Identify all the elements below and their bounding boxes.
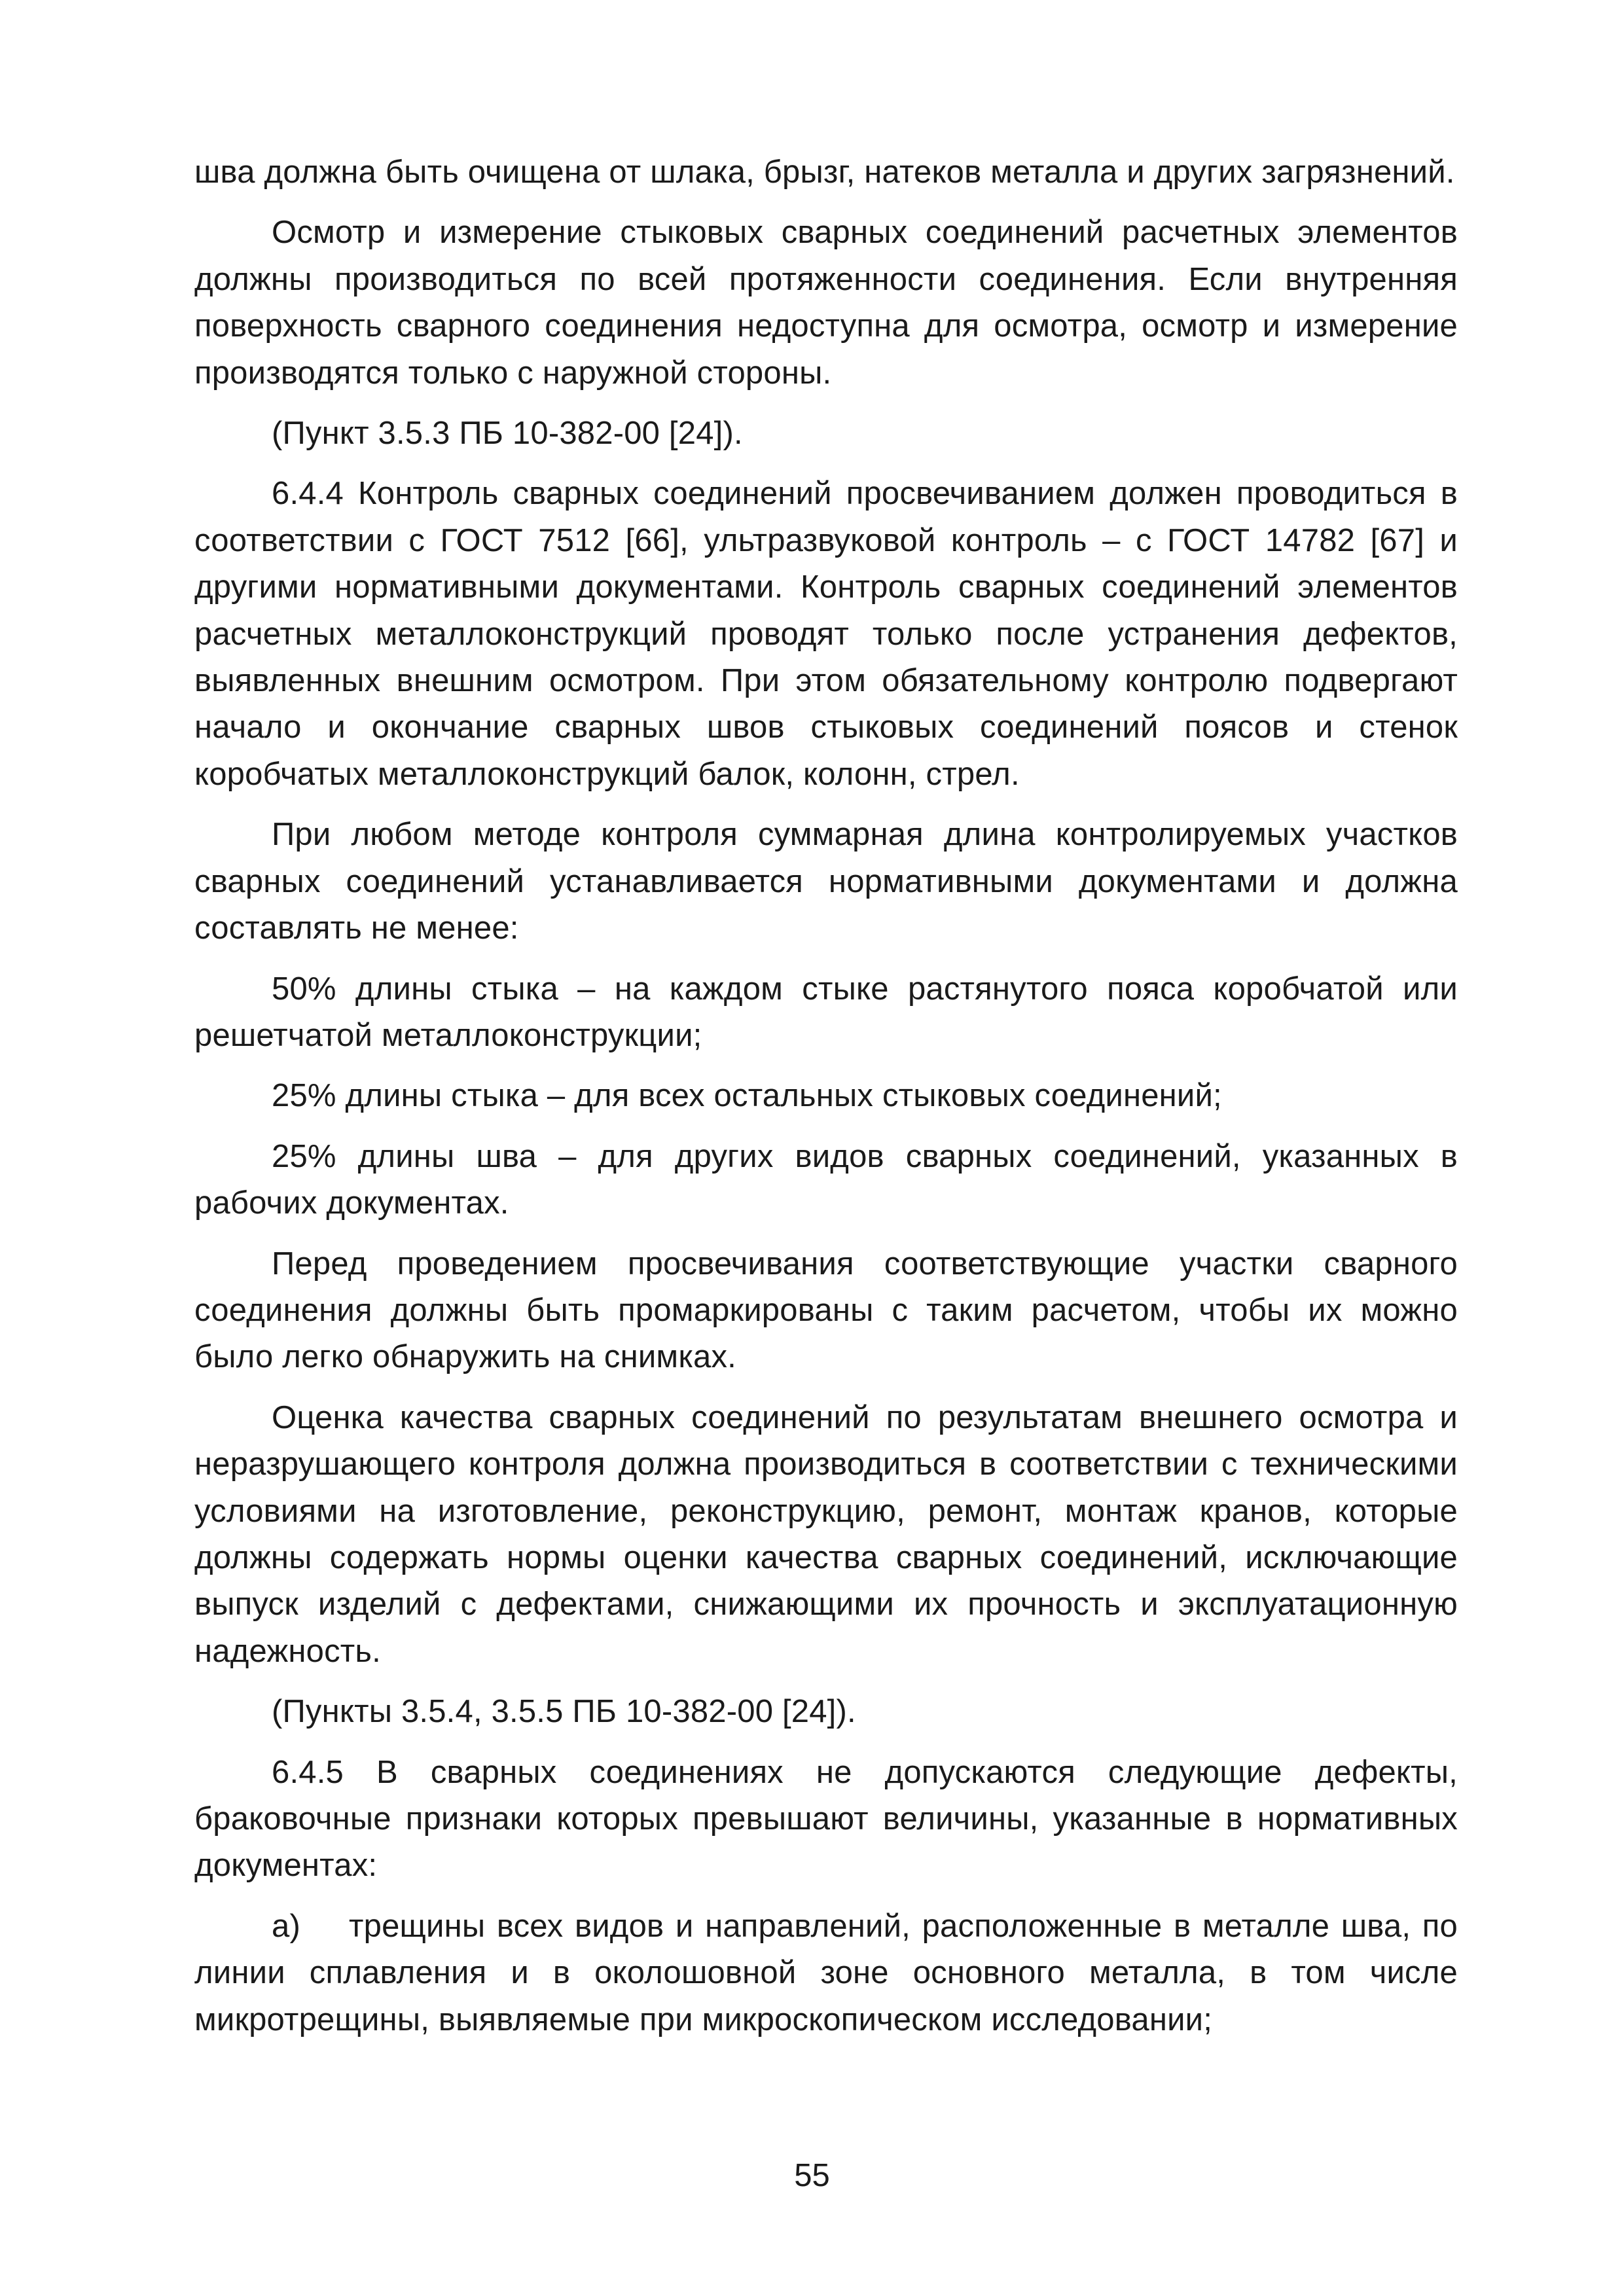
paragraph-marking: Перед проведением просвечивания соответствующие участки сварного соединения должны быть промаркированы с таким расчетом, чтобы их можно было легко обнаружить на снимках. (194, 1246, 1458, 1375)
paragraph-6-4-5: 6.4.5 В сварных соединениях не допускаются следующие дефекты, браковочные признаки которых превышают величины, указанные в нормативных документах: (194, 1754, 1458, 1884)
paragraph-reference-354-355: (Пункты 3.5.4, 3.5.5 ПБ 10-382-00 [24]). (272, 1694, 856, 1730)
page-body (194, 149, 1458, 2057)
paragraph-25-percent-seam: 25% длины шва – для других видов сварных соединений, указанных в рабочих документах. (194, 1138, 1458, 1221)
paragraph-control-length: При любом методе контроля суммарная длина контролируемых участков сварных соединений устанавливается нормативными документами и должна составлять не менее: (194, 817, 1458, 946)
paragraph-continued: шва должна быть очищена от шлака, брызг, натеков металла и других загрязнений. (194, 154, 1455, 190)
list-item-a-text: трещины всех видов и направлений, расположенные в металле шва, по линии сплавления и в околошовной зоне основного металла, в том числе микротрещины, выявляемые при микроскопическом исследовании; (194, 1908, 1458, 2037)
list-item-a (194, 1903, 1458, 2043)
page-number: 55 (794, 2158, 830, 2193)
paragraph-50-percent: 50% длины стыка – на каждом стыке растянутого пояса коробчатой или решетчатой металлоконструкции; (194, 971, 1458, 1053)
paragraph-25-percent-joint: 25% длины стыка – для всех остальных стыковых соединений; (272, 1078, 1222, 1114)
paragraph-quality-assessment: Оценка качества сварных соединений по результатам внешнего осмотра и неразрушающего контроля должна производиться в соответствии с техническими условиями на изготовление, реконструкцию, ремонт, монтаж кранов, которые должны содержать нормы оценки качества сварных соединений, исключающие выпуск изделий с дефектами, снижающими их прочность и эксплуатационную надежность. (194, 1399, 1458, 1669)
list-item-a-label: а) (272, 1908, 300, 1944)
paragraph-reference-353: (Пункт 3.5.3 ПБ 10-382-00 [24]). (272, 416, 743, 452)
paragraph-inspection: Осмотр и измерение стыковых сварных соединений расчетных элементов должны производиться по всей протяженности соединения. Если внутренняя поверхность сварного соединения недоступна для осмотра, осмотр и измерение производятся только с наружной стороны. (194, 215, 1458, 391)
paragraph-6-4-4: 6.4.4 Контроль сварных соединений просвечиванием должен проводиться в соответствии с ГОСТ 7512 [66], ультразвуковой контроль – с ГОСТ 14782 [67] и другими нормативными документами. Контроль сварных соединений элементов расчетных металлоконструкций проводят только после устранения дефектов, выявленных внешним осмотром. При этом обязательному контролю подвергают начало и окончание сварных швов стыковых соединений поясов и стенок коробчатых металлоконструкций балок, колонн, стрел. (194, 476, 1458, 792)
